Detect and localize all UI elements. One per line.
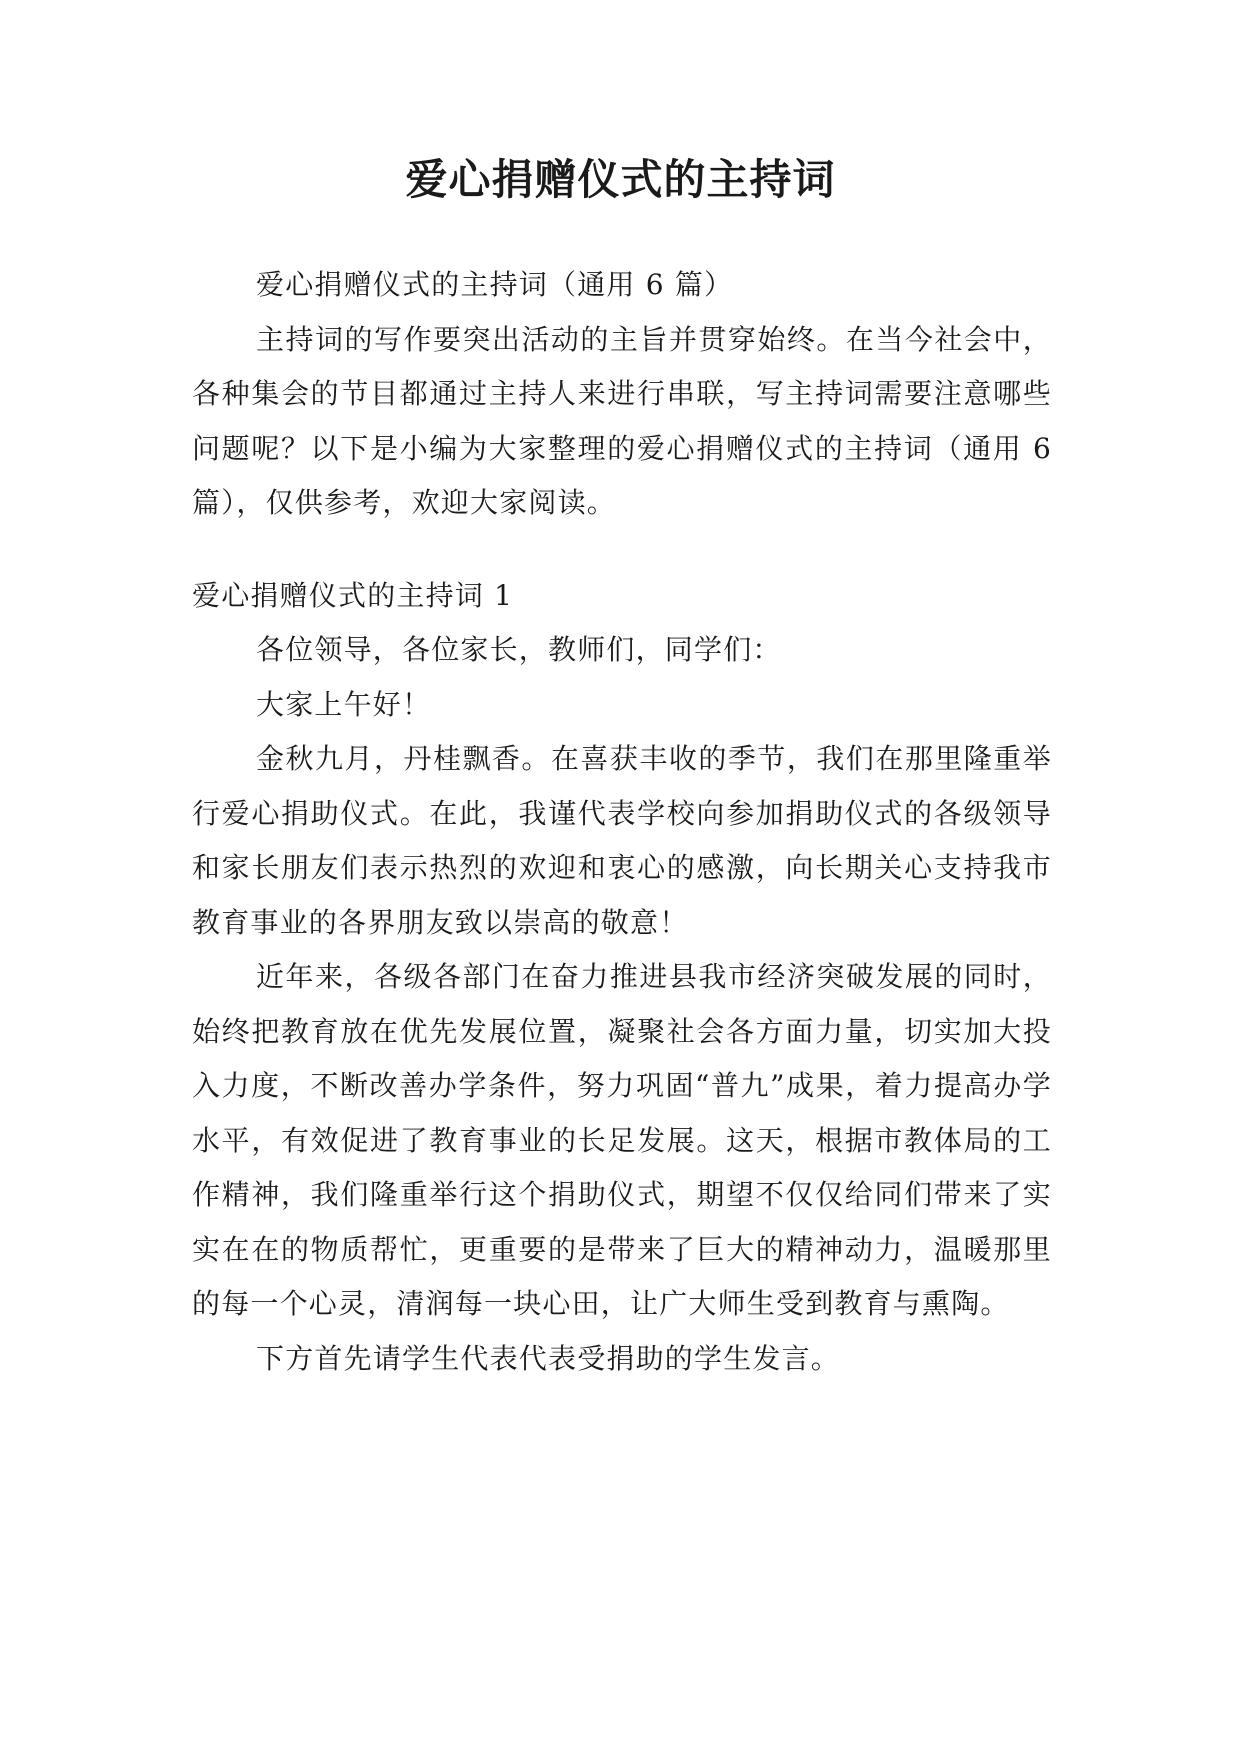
document-body (192, 258, 1052, 1386)
salutation-paragraph: 各位领导，各位家长，教师们，同学们： (256, 633, 782, 666)
body-paragraph: 近年来，各级各部门在奋力推进县我市经济突破发展的同时，始终把教育放在优先发展位置，凝聚社会各方面力量，切实加大投入力度，不断改善办学条件，努力巩固“普九”成果，着力提高办学水平，有效促进了教育事业的长足发展。这天，根据市教体局的工作精神，我们隆重举行这个捐助仪式，期望不仅仅给同们带来了实实在在的物质帮忙，更重要的是带来了巨大的精神动力，温暖那里的每一个心灵，清润每一块心田，让广大师生受到教育与熏陶。 (192, 960, 1052, 1320)
body-paragraph: 金秋九月，丹桂飘香。在喜获丰收的季节，我们在那里隆重举行爱心捐助仪式。在此，我谨代表学校向参加捐助仪式的各级领导和家长朋友们表示热烈的欢迎和衷心的感激，向长期关心支持我市教育事业的各界朋友致以崇高的敬意！ (192, 742, 1052, 939)
section-heading: 爱心捐赠仪式的主持词 1 (192, 578, 514, 612)
closing-paragraph: 下方首先请学生代表代表受捐助的学生发言。 (256, 1341, 841, 1375)
document-title: 爱心捐赠仪式的主持词 (405, 155, 836, 204)
greeting-paragraph: 大家上午好！ (256, 687, 432, 721)
document-subtitle: 爱心捐赠仪式的主持词（通用 6 篇） (256, 268, 734, 301)
intro-paragraph: 主持词的写作要突出活动的主旨并贯穿始终。在当今社会中，各种集会的节目都通过主持人来进行串联，写主持词需要注意哪些问题呢？以下是小编为大家整理的爱心捐赠仪式的主持词（通用 6 篇），仅供参考，欢迎大家阅读。 (192, 322, 1052, 519)
